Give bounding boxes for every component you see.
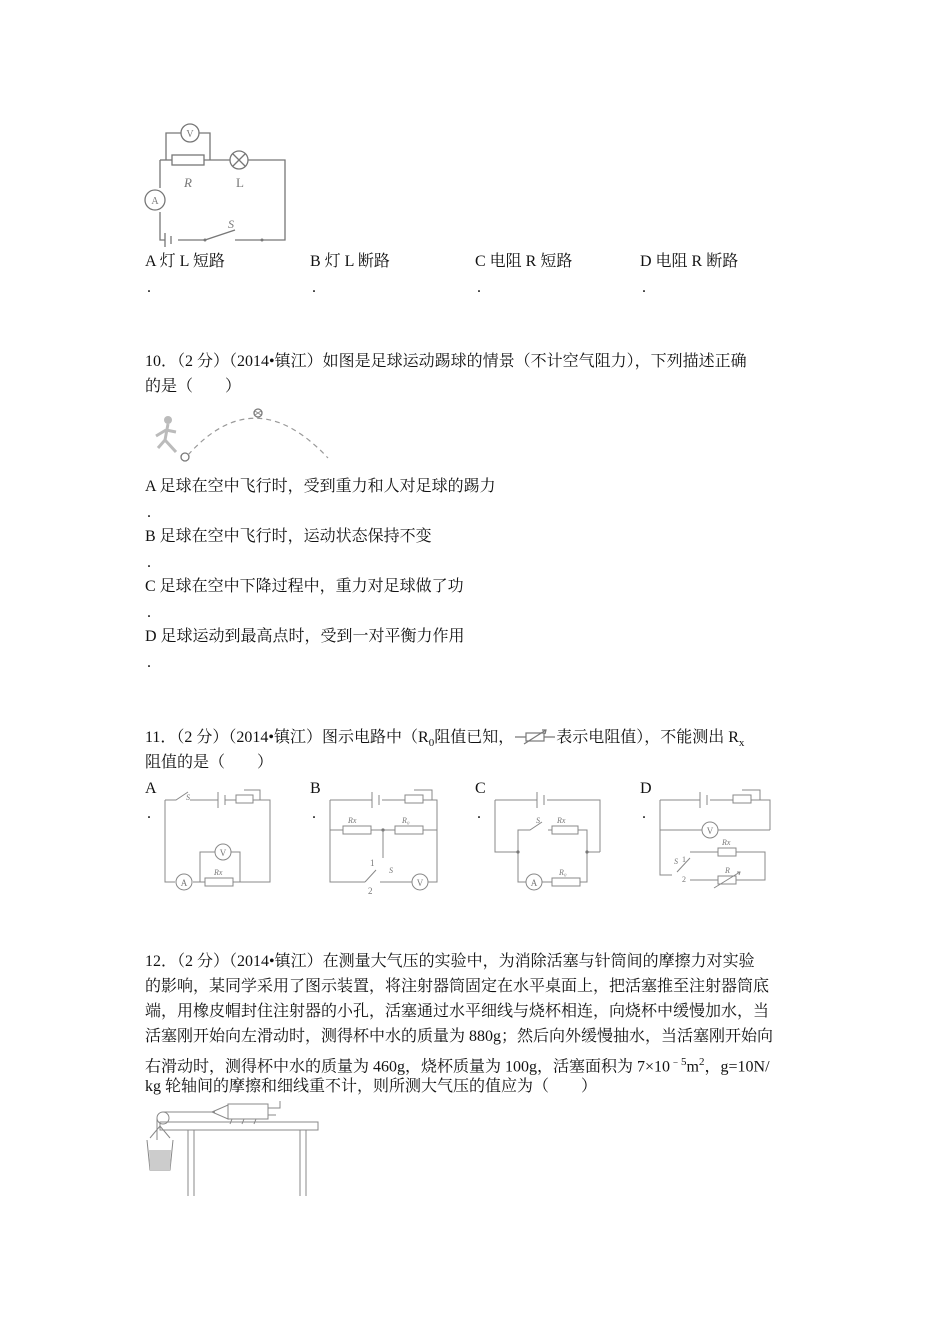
q9-switch-label: S xyxy=(228,217,234,231)
q10-option-d-dot: . xyxy=(147,654,151,671)
q12-line5-square: 2 xyxy=(698,1056,705,1068)
q11c-r0-label: R₀ xyxy=(559,868,567,877)
q12-line1: 12．（2 分）（2014•镇江）在测量大气压的实验中，为消除活塞与针筒间的摩擦力对实验 xyxy=(145,953,755,970)
q11a-voltmeter-label: V xyxy=(219,848,227,858)
q12-line3: 端，用橡皮帽封住注射器的小孔，活塞通过水平细线与烧杯相连，向烧杯中缓慢加水，当 xyxy=(145,1003,770,1020)
q10-stem-line2: 的是（ ） xyxy=(145,378,242,395)
q9-ammeter-label: A xyxy=(151,196,159,207)
q11-option-a-dot: . xyxy=(147,805,151,822)
q11b-r0-label: R₀ xyxy=(402,816,410,825)
q10-option-b-dot: . xyxy=(147,554,151,571)
q11-option-d-dot: . xyxy=(642,805,646,822)
q9-option-a-dot: . xyxy=(147,279,151,296)
q9-resistor-label: R xyxy=(184,175,192,190)
q9-voltmeter-label: V xyxy=(186,129,194,140)
q11b-switch-label: S xyxy=(389,866,393,875)
q11-option-c-dot: . xyxy=(477,805,481,822)
q11a-rx-label: Rx xyxy=(214,868,223,877)
q11b-voltmeter-label: V xyxy=(416,878,424,888)
q11c-ammeter-label: A xyxy=(530,878,538,888)
q11-stem-part1: 11．（2 分）（2014•镇江）图示电路中（R xyxy=(145,729,429,746)
q9-option-c-dot: . xyxy=(477,279,481,296)
q11-stem-sub0: 0 xyxy=(428,737,435,750)
q11-option-c-letter: C xyxy=(475,780,486,797)
q10-stem-line1: 10．（2 分）（2014•镇江）如图是足球运动踢球的情景（不计空气阻力），下列描述正确 xyxy=(145,353,747,370)
q9-lamp-label: L xyxy=(236,175,244,190)
q10-option-c-dot: . xyxy=(147,604,151,621)
q9-option-b-dot: . xyxy=(312,279,316,296)
q10-option-b: B 足球在空中飞行时，运动状态保持不变 xyxy=(145,528,432,545)
q12-line2: 的影响，某同学采用了图示装置，将注射器筒固定在水平桌面上，把活塞推至注射器筒底 xyxy=(145,978,770,995)
q10-option-d: D 足球运动到最高点时，受到一对平衡力作用 xyxy=(145,628,465,645)
q11a-switch-label: S xyxy=(186,793,190,802)
q11d-switch-label: S xyxy=(674,857,678,866)
q11b-contact-1: 1 xyxy=(370,858,375,868)
q12-line5a: 右滑动时，测得杯中水的质量为 460g，烧杯质量为 100g，活塞面积为 7×10 xyxy=(145,1058,671,1076)
q11d-voltmeter-label: V xyxy=(706,826,714,836)
q11-option-a-letter: A xyxy=(145,780,157,797)
q11-option-b-letter: B xyxy=(310,780,321,797)
q11c-switch-label: S xyxy=(536,816,540,825)
q11d-r-label: R xyxy=(725,866,730,875)
q11-stem-line2: 阻值的是（ ） xyxy=(145,754,274,771)
q11c-rx-label: Rx xyxy=(557,816,566,825)
q9-option-d-dot: . xyxy=(642,279,646,296)
q9-option-c: C 电阻 R 短路 xyxy=(475,253,573,270)
q12-line5-exponent: ﹣5 xyxy=(670,1056,687,1068)
q9-option-a: A 灯 L 短路 xyxy=(145,253,225,270)
q11a-ammeter-label: A xyxy=(180,878,188,888)
q10-option-a-dot: . xyxy=(147,504,151,521)
q11d-rx-label: Rx xyxy=(722,838,731,847)
q10-option-c: C 足球在空中下降过程中，重力对足球做了功 xyxy=(145,578,464,595)
q11d-contact-2: 2 xyxy=(682,875,686,884)
q12-line4: 活塞刚开始向左滑动时，测得杯中水的质量为 880g；然后向外缓慢抽水，当活塞刚开始向 xyxy=(145,1028,774,1045)
q12-line5c: ，g=10N/ xyxy=(704,1058,770,1076)
q11-stem-subx: x xyxy=(738,737,745,750)
q11b-rx-label: Rx xyxy=(348,816,357,825)
q11-option-d-letter: D xyxy=(640,780,652,797)
q9-option-b: B 灯 L 断路 xyxy=(310,253,390,270)
q11b-contact-2: 2 xyxy=(368,886,373,896)
q11-option-b-dot: . xyxy=(312,805,316,822)
q11-stem-part2: 阻值已知， xyxy=(434,729,515,746)
q11d-contact-1: 1 xyxy=(682,855,686,864)
q11-stem-part3: 表示电阻值），不能测出 R xyxy=(556,729,739,746)
q12-line5b: m xyxy=(686,1058,699,1076)
q12-line6: kg 轮轴间的摩擦和细线重不计，则所测大气压的值应为（ ） xyxy=(145,1078,598,1095)
q10-option-a: A 足球在空中飞行时，受到重力和人对足球的踢力 xyxy=(145,478,496,495)
q9-option-d: D 电阻 R 断路 xyxy=(640,253,739,270)
